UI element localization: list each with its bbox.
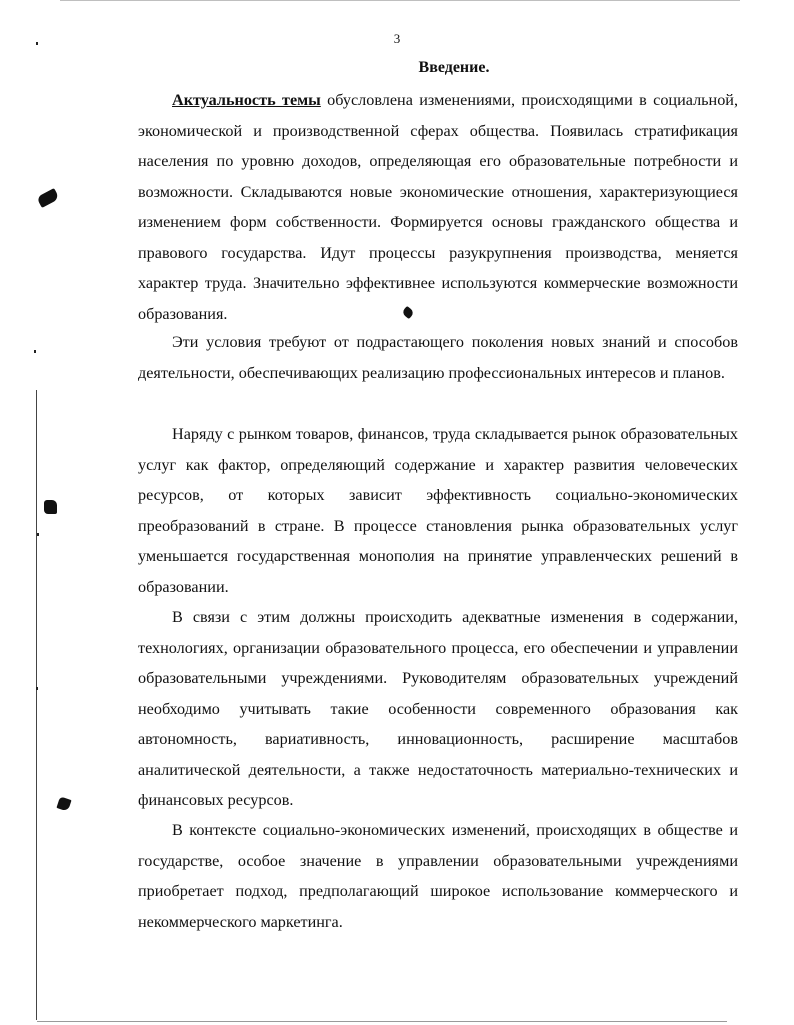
scan-speck bbox=[37, 533, 39, 536]
scan-edge-bottom bbox=[37, 1021, 727, 1022]
paragraph-text: В связи с этим должны происходить адекватные изменения в содержании, технологиях, организации образовательного процесса, его обеспечении и управлении образовательными учреждениями. Руководителям образовательных учреждений необходимо учитывать такие особенности современного образования как автономность, вариативность, инновационность, расширение масштабов аналитической деятельности, а также недостаточность материально-технических и финансовых ресурсов. bbox=[138, 608, 738, 809]
section-heading: Введение. bbox=[418, 59, 490, 76]
paragraph bbox=[138, 815, 738, 937]
paragraph-text: В контексте социально-экономических изменений, происходящих в обществе и государстве, особое значение в управлении образовательными учреждениями приобретает подход, предполагающий широкое использование коммерческого и некоммерческого маркетинга. bbox=[138, 821, 738, 931]
paragraph bbox=[138, 327, 738, 388]
paragraph-text: обусловлена изменениями, происходящими в социальной, экономической и производственной сферах общества. Появилась стратификация населения по уровню доходов, определяющая его образовательные потребности и возможности. Складываются новые экономические отношения, характеризующиеся изменением форм собственности. Формируется основы гражданского общества и правового государства. Идут процессы разукрупнения производства, меняется характер труда. Значительно эффективнее используются коммерческие возможности образования. bbox=[138, 91, 738, 323]
key-term: Актуальность темы bbox=[172, 91, 321, 109]
paragraph-text: Эти условия требуют от подрастающего поколения новых знаний и способов деятельности, обеспечивающих реализацию профессиональных интересов и планов. bbox=[138, 333, 738, 382]
paragraph bbox=[138, 419, 738, 602]
paragraph-text: Наряду с рынком товаров, финансов, труда складывается рынок образовательных услуг как фактор, определяющий содержание и характер развития человеческих ресурсов, от которых зависит эффективность социально-экономических преобразований в стране. В процессе становления рынка образовательных услуг уменьшается государственная монополия на принятие управленческих решений в образовании. bbox=[138, 425, 738, 596]
scan-speck bbox=[36, 687, 38, 690]
scan-edge-top bbox=[60, 0, 740, 1]
ink-blot bbox=[36, 188, 59, 208]
scan-speck bbox=[34, 350, 36, 353]
scan-margin-line bbox=[36, 390, 37, 1020]
ink-blot bbox=[56, 796, 71, 811]
page-number: 3 bbox=[393, 31, 401, 46]
ink-blot bbox=[44, 500, 57, 514]
paragraph bbox=[138, 602, 738, 816]
paragraph-relevance bbox=[138, 85, 738, 329]
